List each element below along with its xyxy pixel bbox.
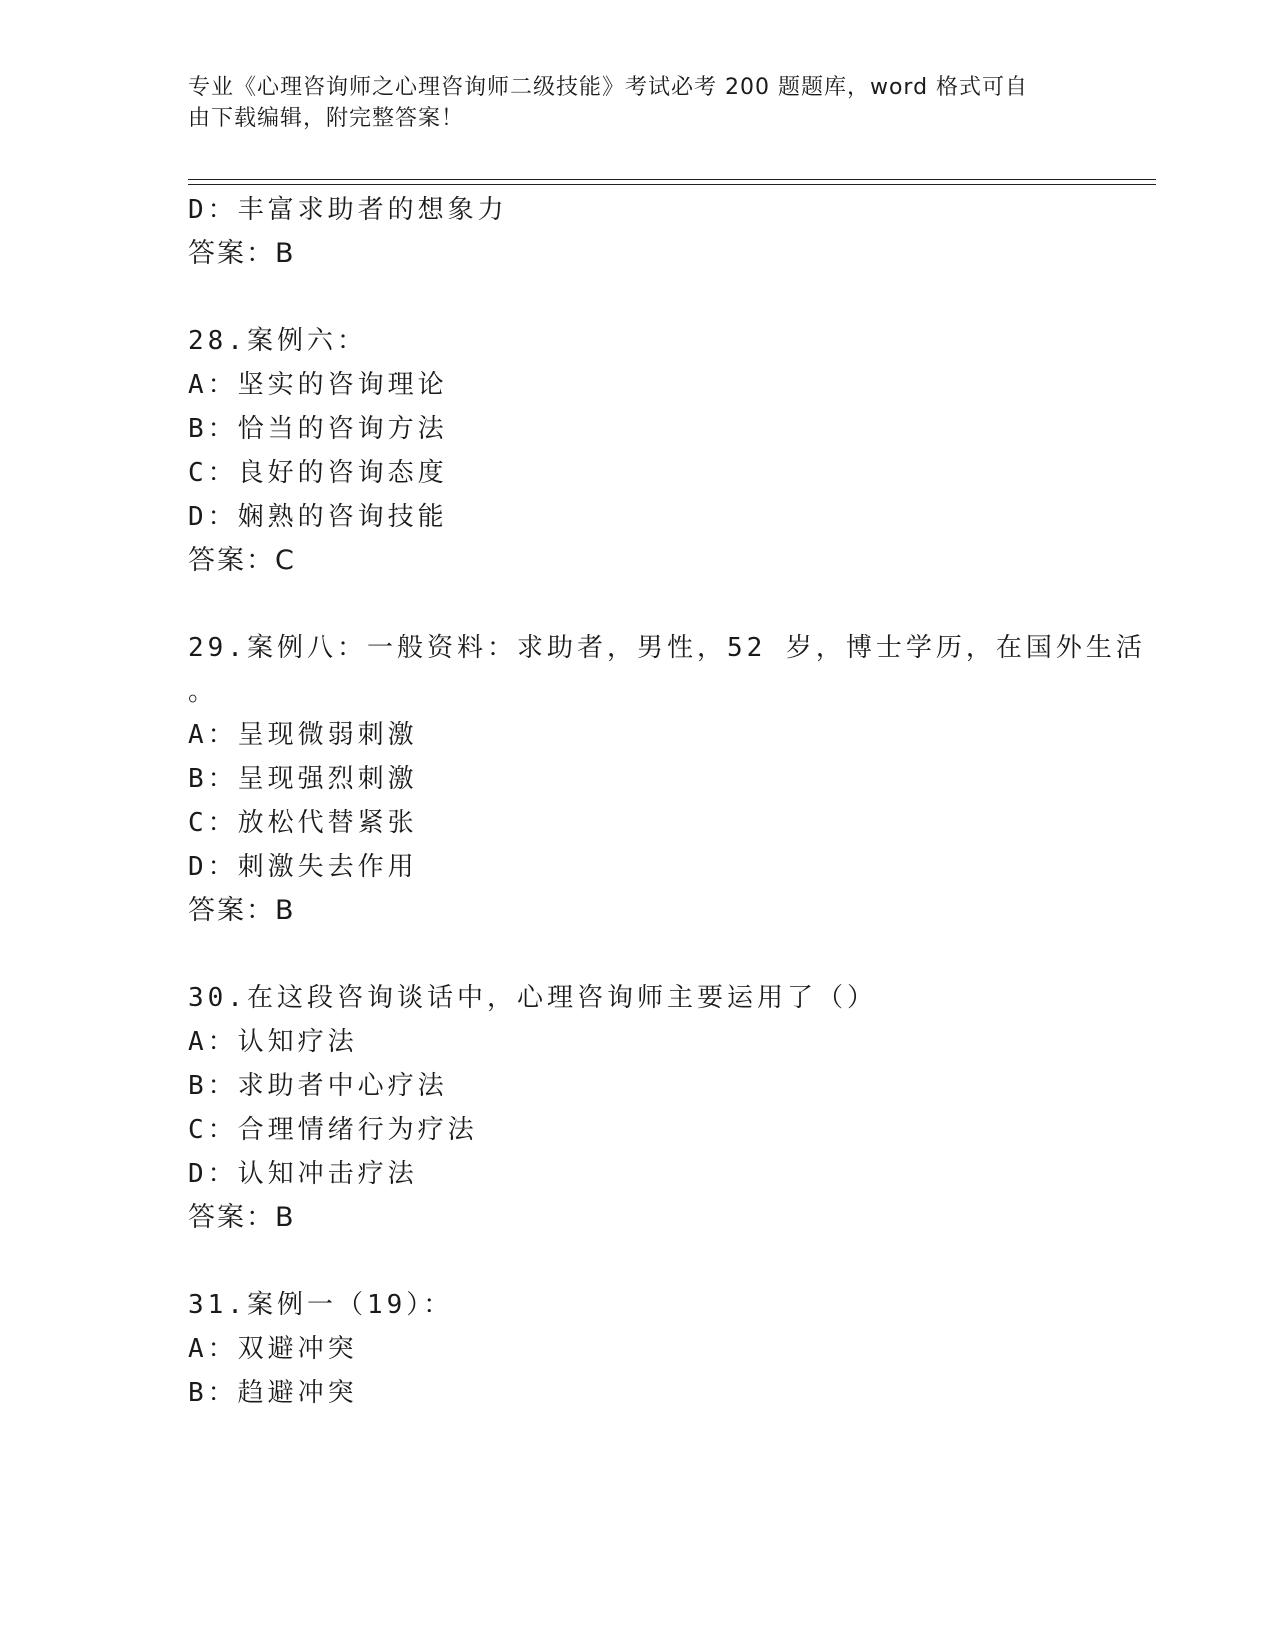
option-d: D：丰富求助者的想象力 (188, 195, 508, 225)
question-30-stem: 30.在这段咨询谈话中，心理咨询师主要运用了（） (188, 983, 877, 1013)
question-28-stem: 28.案例六： (188, 326, 367, 356)
question-30-answer: 答案：B (188, 1202, 296, 1233)
header-line-2: 由下载编辑，附完整答案！ (188, 106, 465, 131)
question-30-option-a: A：认知疗法 (188, 1027, 358, 1057)
question-29-option-b: B：呈现强烈刺激 (188, 764, 418, 794)
question-29-option-d: D：刺激失去作用 (188, 852, 418, 882)
document-header (188, 72, 1068, 134)
question-29-option-c: C：放松代替紧张 (188, 808, 418, 838)
question-29-option-a: A：呈现微弱刺激 (188, 720, 418, 750)
header-divider-top (188, 179, 1156, 180)
question-28-option-b: B：恰当的咨询方法 (188, 414, 448, 444)
question-29-stem-continued: 。 (188, 677, 219, 707)
question-28-option-d: D：娴熟的咨询技能 (188, 502, 448, 532)
question-29-answer: 答案：B (188, 895, 296, 926)
question-30-option-d: D：认知冲击疗法 (188, 1159, 418, 1189)
question-28-option-a: A：坚实的咨询理论 (188, 370, 448, 400)
question-30-option-b: B：求助者中心疗法 (188, 1071, 448, 1101)
header-line-1: 专业《心理咨询师之心理咨询师二级技能》考试必考 200 题题库，word 格式可自 (188, 75, 1029, 100)
question-28-answer: 答案：C (188, 545, 296, 576)
question-31-stem: 31.案例一（19）： (188, 1290, 454, 1320)
question-31-option-a: A：双避冲突 (188, 1334, 358, 1364)
question-31-option-b: B：趋避冲突 (188, 1378, 358, 1408)
answer: 答案：B (188, 238, 296, 269)
question-28-option-c: C：良好的咨询态度 (188, 458, 448, 488)
question-29-stem: 29.案例八：一般资料：求助者，男性，52 岁，博士学历，在国外生活 (188, 633, 1146, 663)
question-30-option-c: C：合理情绪行为疗法 (188, 1115, 478, 1145)
header-divider-bottom (188, 184, 1156, 185)
